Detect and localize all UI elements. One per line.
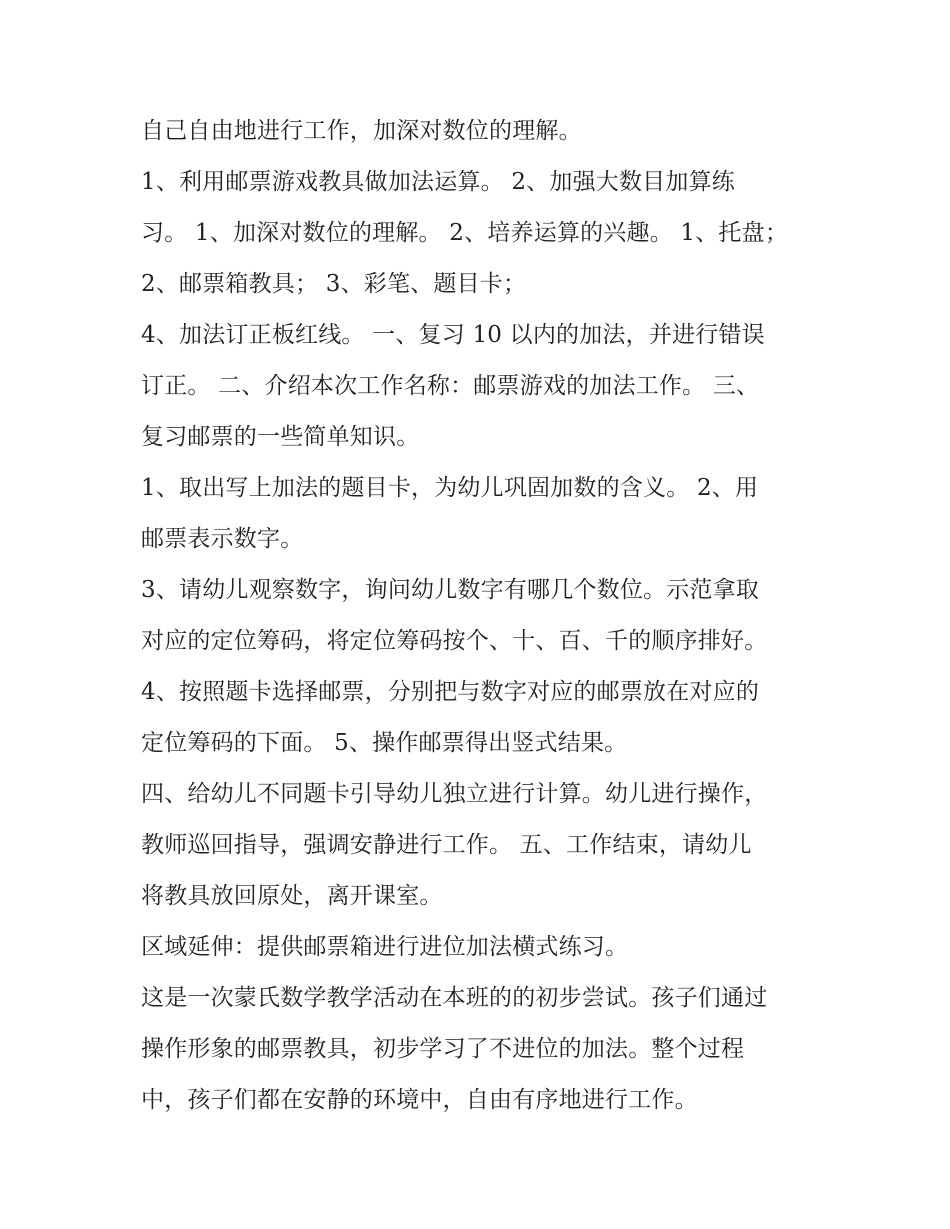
- text-line: 操作形象的邮票教具，初步学习了不进位的加法。整个过程: [141, 1036, 745, 1062]
- text-line: 3、请幼儿观察数字，询问幼儿数字有哪几个数位。示范拿取: [141, 577, 760, 603]
- text-line: 4、按照题卡选择邮票，分别把与数字对应的邮票放在对应的: [141, 679, 760, 705]
- text-line: 自己自由地进行工作，加深对数位的理解。: [141, 118, 582, 144]
- text-line: 邮票表示数字。: [141, 526, 304, 552]
- text-line: 习。 1、加深对数位的理解。 2、培养运算的兴趣。 1、托盘；: [141, 220, 789, 246]
- document-body: [141, 106, 841, 1126]
- text-line: 中，孩子们都在安静的环境中，自由有序地进行工作。: [141, 1087, 698, 1113]
- text-line: 1、取出写上加法的题目卡，为幼儿巩固加数的含义。 2、用: [141, 475, 759, 501]
- text-line: 这是一次蒙氏数学教学活动在本班的的初步尝试。孩子们通过: [141, 985, 768, 1011]
- text-line: 区域延伸：提供邮票箱进行进位加法横式练习。: [141, 934, 629, 960]
- text-line: 订正。 二、介绍本次工作名称：邮票游戏的加法工作。 三、: [141, 373, 760, 399]
- text-line: 复习邮票的一些简单知识。: [141, 424, 420, 450]
- text-line: 1、利用邮票游戏教具做加法运算。 2、加强大数目加算练: [141, 169, 735, 195]
- text-line: 2、邮票箱教具； 3、彩笔、题目卡；: [141, 271, 527, 297]
- text-line: 定位筹码的下面。 5、操作邮票得出竖式结果。: [141, 730, 628, 756]
- text-line: 4、加法订正板红线。 一、复习 10 以内的加法，并进行错误: [141, 322, 765, 348]
- text-line: 四、给幼儿不同题卡引导幼儿独立进行计算。幼儿进行操作，: [141, 781, 768, 807]
- text-line: 对应的定位筹码，将定位筹码按个、十、百、千的顺序排好。: [141, 628, 768, 654]
- text-line: 将教具放回原处，离开课室。: [141, 883, 443, 909]
- text-line: 教师巡回指导，强调安静进行工作。 五、工作结束，请幼儿: [141, 832, 752, 858]
